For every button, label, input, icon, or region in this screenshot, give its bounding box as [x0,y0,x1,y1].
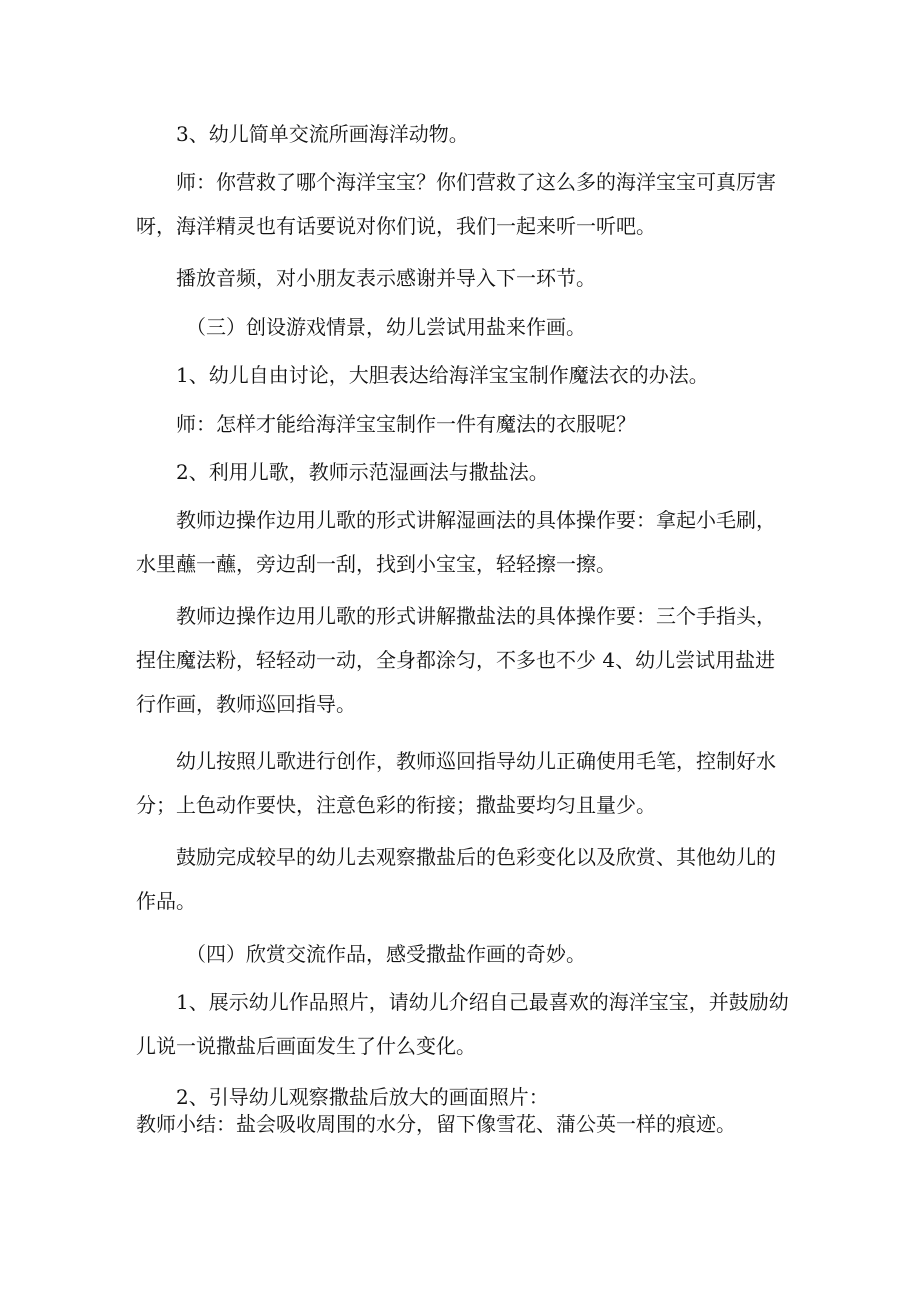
paragraph-2: 师：你营救了哪个海洋宝宝？你们营救了这么多的海洋宝宝可真厉害呀，海洋精灵也有话要说对你们说，我们一起来听一听吧。 [136,170,776,238]
paragraph-10: 幼儿按照儿歌进行创作，教师巡回指导幼儿正确使用毛笔，控制好水分；上色动作要快，注意色彩的衔接；撒盐要均匀且量少。 [136,749,776,817]
paragraph-9: 教师边操作边用儿歌的形式讲解撒盐法的具体操作要：三个手指头，捏住魔法粉，轻轻动一动，全身都涂匀，不多也不少 4、幼儿尝试用盐进行作画，教师巡回指导。 [136,604,776,716]
paragraph-6: 师：怎样才能给海洋宝宝制作一件有魔法的衣服呢？ [176,412,636,436]
paragraph-1: 3、幼儿简单交流所画海洋动物。 [176,122,469,146]
paragraph-13: 1、展示幼儿作品照片，请幼儿介绍自己最喜欢的海洋宝宝，并鼓励幼儿说一说撒盐后画面发生了什么变化。 [136,990,789,1058]
paragraph-11: 鼓励完成较早的幼儿去观察撒盐后的色彩变化以及欣赏、其他幼儿的作品。 [136,845,776,913]
paragraph-8: 教师边操作边用儿歌的形式讲解湿画法的具体操作要：拿起小毛刷，水里蘸一蘸，旁边刮一刮，找到小宝宝，轻轻擦一擦。 [136,508,776,576]
paragraph-14: 2、引导幼儿观察撒盐后放大的画面照片： [176,1085,549,1109]
paragraph-3: 播放音频，对小朋友表示感谢并导入下一环节。 [176,266,596,290]
paragraph-15: 教师小结：盐会吸收周围的水分，留下像雪花、蒲公英一样的痕迹。 [136,1112,736,1136]
paragraph-7: 2、利用儿歌，教师示范湿画法与撒盐法。 [176,460,549,484]
paragraph-5: 1、幼儿自由讨论，大胆表达给海洋宝宝制作魔法衣的办法。 [176,363,709,387]
paragraph-section-3-heading: （三）创设游戏情景，幼儿尝试用盐来作画。 [186,315,586,339]
paragraph-section-4-heading: （四）欣赏交流作品，感受撒盐作画的奇妙。 [186,942,586,966]
